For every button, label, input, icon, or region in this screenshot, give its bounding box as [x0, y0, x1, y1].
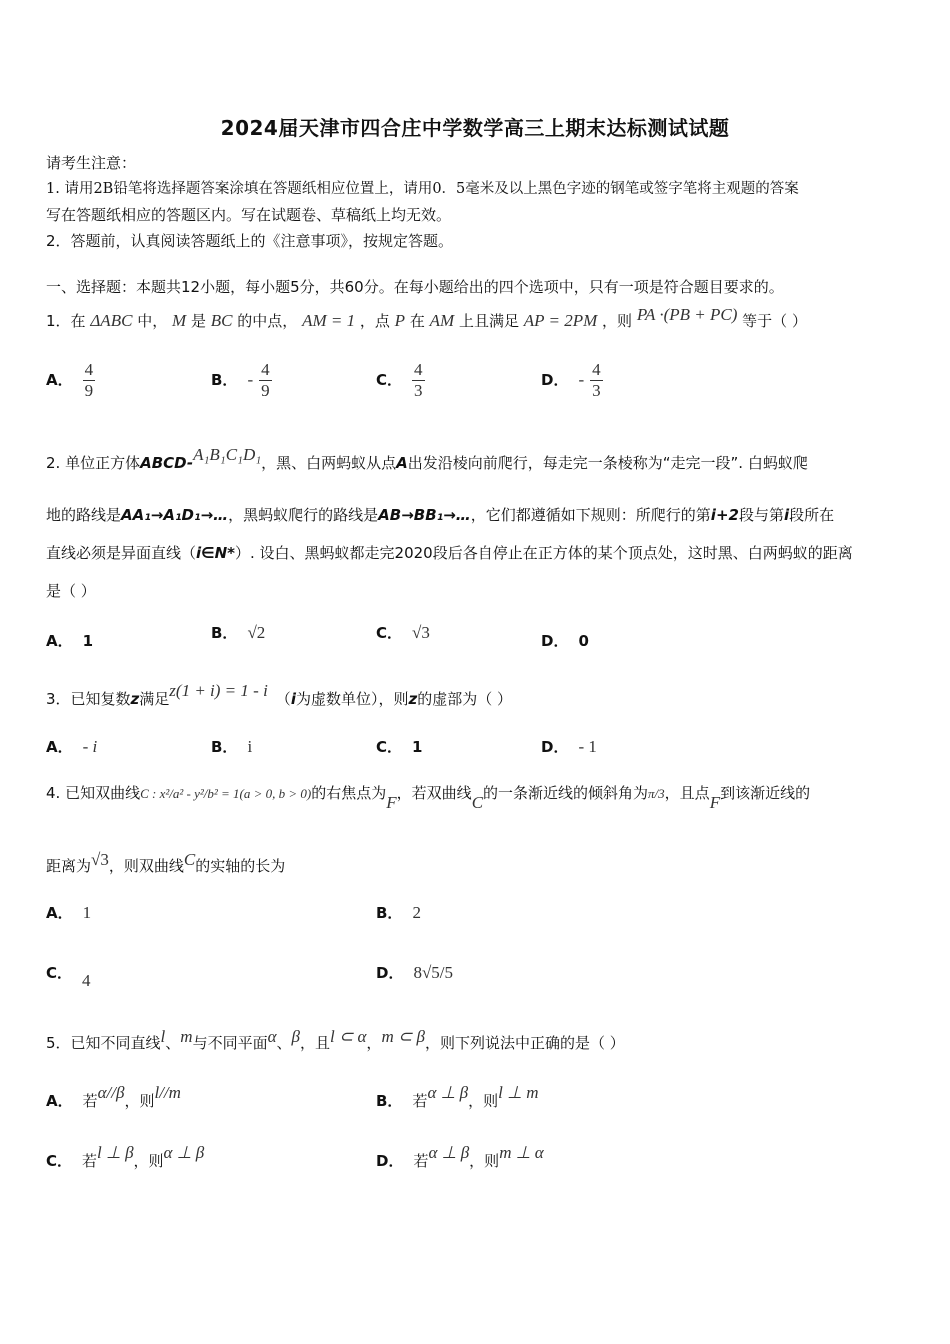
notice-item-2: 2．答题前，认真阅读答题纸上的《注意事项》，按规定答题。	[46, 232, 454, 250]
q1-text: 1．在	[46, 312, 86, 330]
q3-text: 3．已知复数	[46, 690, 131, 708]
q4-text: 4. 已知双曲线	[46, 784, 141, 802]
option-value: 4	[82, 971, 91, 990]
option-label: D．	[376, 1152, 404, 1170]
q5-math: l ⊂ α	[330, 1027, 367, 1046]
q2-text: 2. 单位正方体	[46, 454, 141, 472]
option-value: 8√5/5	[413, 963, 454, 982]
option-text: 若	[82, 1152, 98, 1170]
q2-math: AB→BB₁→…	[378, 506, 471, 524]
numerator: 4	[592, 360, 601, 379]
q4-math: C : x²/a² - y²/b² = 1(a > 0, b > 0)	[140, 786, 312, 801]
q3-option-b[interactable]	[211, 736, 252, 757]
q2-math: A	[396, 454, 408, 472]
q5-text: 5．已知不同直线	[46, 1034, 161, 1052]
q2-math: ABCD-	[140, 454, 194, 472]
option-label: A．	[46, 632, 73, 650]
q2-option-a[interactable]	[46, 630, 93, 651]
option-value: 2	[412, 903, 421, 922]
page-title: 2024届天津市四合庄中学数学高三上期末达标测试试题	[220, 116, 730, 140]
q5-text: ，则下列说法中正确的是（ ）	[424, 1034, 625, 1052]
option-sign: -	[578, 370, 585, 389]
question-4	[46, 780, 906, 879]
option-label: D．	[541, 371, 569, 389]
q2-math: A₁B₁C₁D₁	[193, 445, 262, 464]
section-heading: 一、选择题：本题共12小题，每小题5分，共60分。在每小题给出的四个选项中，只有一项是符合题目要求的。	[46, 278, 784, 296]
q1-text: 在	[409, 312, 425, 330]
fraction	[590, 360, 603, 401]
option-label: C．	[376, 624, 403, 642]
fraction	[83, 360, 96, 401]
option-label: A．	[46, 371, 73, 389]
q5-option-d[interactable]	[376, 1143, 544, 1171]
q1-option-c[interactable]	[376, 360, 425, 401]
numerator: 4	[84, 360, 94, 379]
q2-text: 段与第	[738, 506, 784, 524]
q5-math: m	[180, 1027, 193, 1046]
q2-option-c[interactable]	[376, 622, 430, 643]
q1-text: 的中点，	[237, 312, 298, 330]
option-value: 1	[82, 632, 94, 650]
q4-text: 到该渐近线的	[720, 784, 811, 802]
option-value: 1	[82, 903, 92, 922]
q5-text: 与不同平面	[192, 1034, 268, 1052]
option-label: B．	[376, 1092, 403, 1110]
option-label: B．	[211, 371, 238, 389]
q4-text: 的右焦点为	[311, 784, 387, 802]
q1-text: ，则	[602, 312, 633, 330]
numerator: 4	[261, 360, 270, 379]
option-label: C．	[46, 964, 73, 982]
option-text: 若	[82, 1092, 98, 1110]
denominator: 9	[84, 381, 94, 400]
q2-text: 出发沿棱向前爬行，每走完一条棱称为“走完一段”. 白蚂蚁爬	[407, 454, 808, 472]
q2-text: 地的路线是	[46, 506, 122, 524]
q4-text: ，则双曲线	[108, 857, 184, 875]
option-label: C．	[376, 738, 403, 756]
q4-option-c[interactable]	[46, 962, 91, 990]
q4-math: √3	[91, 850, 109, 869]
q1-text: 是	[190, 312, 206, 330]
option-label: B．	[376, 904, 403, 922]
option-math: α ⊥ β	[428, 1143, 470, 1162]
q1-math: AP = 2PM	[523, 311, 598, 330]
q5-math: β	[291, 1027, 301, 1046]
q5-option-a[interactable]	[46, 1083, 181, 1111]
option-text: ，则	[124, 1092, 155, 1110]
q3-option-a[interactable]	[46, 736, 97, 757]
option-label: D．	[541, 632, 569, 650]
fraction	[412, 360, 425, 401]
q1-text: 上且满足	[458, 312, 519, 330]
q5-math: m ⊂ β	[381, 1027, 425, 1046]
q4-text: 的实轴的长为	[195, 857, 286, 875]
q5-option-b[interactable]	[376, 1083, 539, 1111]
q1-text: ，点	[359, 312, 390, 330]
question-1	[46, 305, 906, 334]
q5-option-c[interactable]	[46, 1143, 205, 1171]
q3-text: 为虚数单位），则	[295, 690, 409, 708]
option-text: ，则	[469, 1152, 500, 1170]
q4-option-b[interactable]	[376, 902, 421, 923]
q2-math: AA₁→A₁D₁→…	[121, 506, 229, 524]
q4-option-d[interactable]	[376, 962, 453, 983]
q3-text: （	[275, 690, 291, 708]
option-math: α//β	[97, 1083, 125, 1102]
q5-text: ，	[366, 1034, 382, 1052]
option-math: l ⊥ m	[498, 1083, 539, 1102]
q1-option-a[interactable]	[46, 360, 95, 401]
option-sign: -	[247, 370, 254, 389]
q2-option-d[interactable]	[541, 630, 589, 651]
q3-text: 的虚部为（ ）	[417, 690, 512, 708]
option-label: D．	[376, 964, 404, 982]
q5-text: ，且	[300, 1034, 331, 1052]
q2-option-b[interactable]	[211, 622, 265, 643]
option-math: l ⊥ β	[97, 1143, 134, 1162]
question-3	[46, 681, 906, 712]
denominator: 9	[261, 381, 270, 400]
q3-option-c[interactable]	[376, 736, 422, 757]
notice-item-1b: 写在答题纸相应的答题区内。写在试题卷、草稿纸上均无效。	[46, 206, 452, 224]
q1-math: AM	[429, 311, 455, 330]
q1-math: PA ·(PB + PC)	[636, 305, 738, 324]
option-text: ，则	[133, 1152, 164, 1170]
option-label: B．	[211, 624, 238, 642]
q4-text: 的一条渐近线的倾斜角为	[483, 784, 649, 802]
q4-math: π/3	[648, 786, 665, 801]
q1-math: AM = 1	[302, 311, 356, 330]
q1-math: ΔABC	[90, 311, 133, 330]
option-math: l//m	[154, 1083, 181, 1102]
q1-math: P	[394, 311, 406, 330]
option-value: √3	[412, 623, 430, 642]
option-label: A．	[46, 1092, 73, 1110]
option-text: ，则	[468, 1092, 499, 1110]
q3-math: z	[130, 690, 140, 708]
option-value: √2	[247, 623, 266, 642]
option-label: A．	[46, 904, 73, 922]
numerator: 4	[414, 360, 423, 379]
q1-option-b[interactable]	[211, 360, 272, 401]
option-value: - 1	[578, 737, 597, 756]
denominator: 3	[592, 381, 601, 400]
option-math: α ⊥ β	[427, 1083, 469, 1102]
option-text: 若	[412, 1092, 428, 1110]
q3-math: z	[408, 690, 418, 708]
option-label: C．	[376, 371, 403, 389]
q4-math: F	[709, 793, 721, 812]
option-text: 若	[413, 1152, 429, 1170]
notice-item-1a: 1. 请用2B铅笔将选择题答案涂填在答题纸相应位置上，请用0．5毫米及以上黑色字迹的钢笔或签字笔将主观题的答案	[46, 181, 799, 197]
q3-math: z(1 + i) = 1 - i	[169, 681, 268, 700]
question-5	[46, 1027, 906, 1056]
option-math: m ⊥ α	[499, 1143, 544, 1162]
question-2	[46, 445, 906, 604]
q2-math: i+2	[710, 506, 739, 524]
q4-text: ，且点	[664, 784, 710, 802]
q4-option-a[interactable]	[46, 902, 91, 923]
q3-text: 满足	[139, 690, 170, 708]
option-label: C．	[46, 1152, 73, 1170]
q1-text: 等于（ ）	[742, 312, 807, 330]
q2-text: 段所在	[789, 506, 835, 524]
denominator: 3	[414, 381, 423, 400]
fraction	[259, 360, 272, 401]
q2-text: ，它们都遵循如下规则：所爬行的第	[470, 506, 711, 524]
option-value: 0	[578, 632, 589, 650]
option-label: A．	[46, 738, 73, 756]
q1-option-d[interactable]	[541, 360, 603, 401]
q1-math: M	[172, 311, 187, 330]
q4-text: 距离为	[46, 857, 92, 875]
option-label: D．	[541, 738, 569, 756]
q5-text: 、	[165, 1034, 181, 1052]
q4-math: C	[471, 793, 484, 812]
q1-text: 中，	[137, 312, 168, 330]
q2-math: i	[783, 506, 790, 524]
q4-text: ，若双曲线	[396, 784, 472, 802]
q2-text: ，黑蚂蚁爬行的路线是	[228, 506, 379, 524]
q4-math: F	[386, 793, 397, 812]
q2-text: ，黑、白两蚂蚁从点	[261, 454, 397, 472]
q2-text: 是（ ）	[46, 582, 96, 600]
q1-math: BC	[210, 311, 233, 330]
option-math: α ⊥ β	[163, 1143, 205, 1162]
notice-heading: 请考生注意：	[46, 154, 137, 172]
q5-math: l	[160, 1027, 166, 1046]
q2-text: 直线必须是异面直线（	[46, 544, 197, 562]
q2-text: ）. 设白、黑蚂蚁都走完2020段后各自停止在正方体的某个顶点处，这时黑、白两蚂蚁的距离	[235, 544, 853, 562]
option-value: i	[247, 737, 253, 756]
option-value: - i	[82, 737, 98, 756]
q3-option-d[interactable]	[541, 736, 597, 757]
option-label: B．	[211, 738, 238, 756]
q2-math: i∈N*	[196, 544, 236, 562]
q3-math: i	[290, 690, 296, 708]
q5-text: 、	[276, 1034, 292, 1052]
q4-math: C	[183, 850, 196, 869]
q5-math: α	[267, 1027, 277, 1046]
option-value: 1	[412, 738, 423, 756]
